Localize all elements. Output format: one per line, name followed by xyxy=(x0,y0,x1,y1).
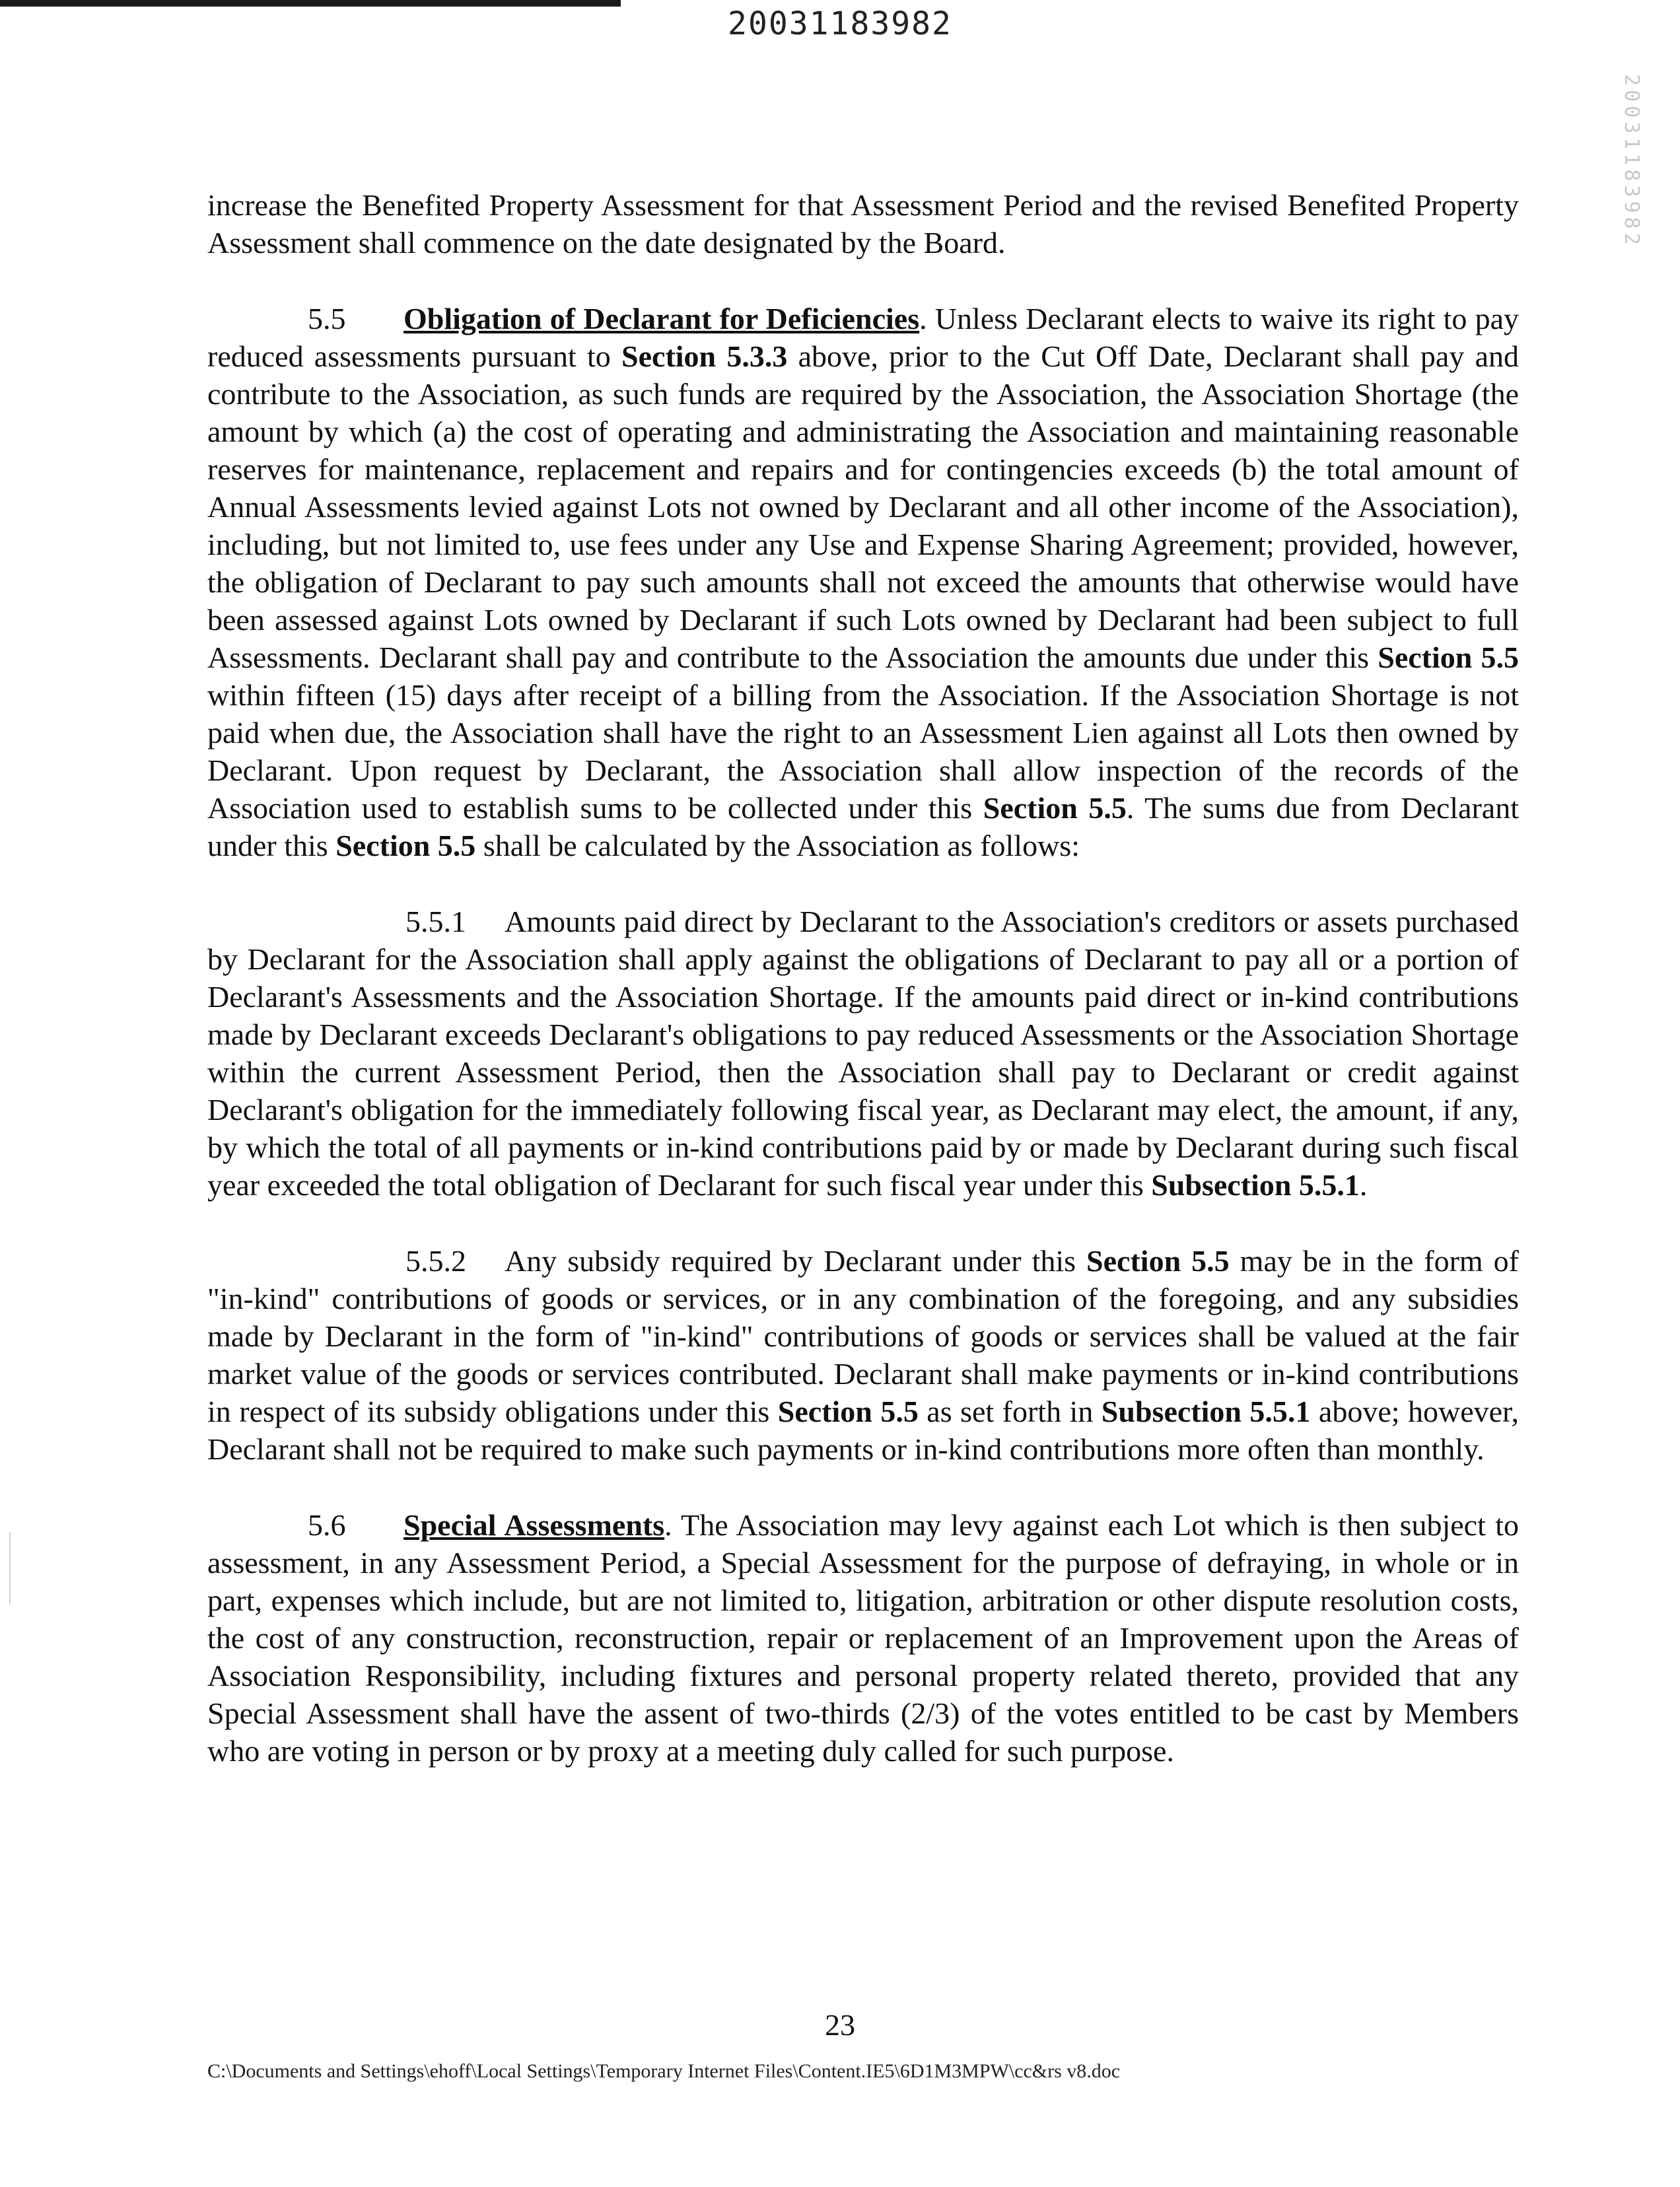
body-text: above; however, Declarant shall not be required to make such payments or in-kind contributions more often than monthly. xyxy=(207,1395,1520,1466)
cross-reference: Subsection 5.5.1 xyxy=(1101,1395,1311,1428)
document-number: 20031183982 xyxy=(728,5,952,42)
body-text: as set forth in xyxy=(918,1395,1102,1428)
page-number: 23 xyxy=(825,2008,855,2042)
subsection-number: 5.5.2 xyxy=(405,1244,466,1278)
section-number: 5.5 xyxy=(308,302,346,335)
subsection-number: 5.5.1 xyxy=(405,905,466,938)
paragraph-gap xyxy=(207,261,1519,300)
body-text: . The sums due from Declarant under this xyxy=(207,791,1519,862)
section-heading: Special Assessments xyxy=(403,1508,665,1542)
cross-reference: Subsection 5.5.1 xyxy=(1151,1168,1360,1202)
scan-artifact xyxy=(9,1532,11,1605)
body-text: shall be calculated by the Association as follows: xyxy=(475,829,1080,862)
cross-reference: Section 5.5 xyxy=(983,791,1127,825)
body-text: . The Association may levy against each Lot which is then subject to assessment, in any Assessment Period, a Special Assessment for the purpose of defraying, in whole or in part, expenses which include, but are not limited to, litigation, arbitration or other dispute resolution costs, the cost of any construction, reconstruction, repair or replacement of an Improvement upon the Areas of Association Responsibility, including fixtures and personal property related thereto, provided that any Special Assessment shall have the assent of two-thirds (2/3) of the votes entitled to be cast by Members who are voting in person or by proxy at a meeting duly called for such purpose. xyxy=(207,1508,1519,1768)
body-text: Any subsidy required by Declarant under this xyxy=(505,1244,1087,1278)
section-5-5-paragraph xyxy=(207,300,1519,864)
body-text: Amounts paid direct by Declarant to the Association's creditors or assets purchased by Declarant for the Association shall apply against the obligations of Declarant to pay all or a portion of Declarant's Assessments and the Association Shortage. If the amounts paid direct or in-kind contributions made by Declarant exceeds Declarant's obligations to pay reduced Assessments or the Association Shortage within the current Assessment Period, then the Association shall pay to Declarant or credit against Declarant's obligation for the immediately following fiscal year, as Declarant may elect, the amount, if any, by which the total of all payments or in-kind contributions paid by or made by Declarant during such fiscal year exceeded the total obligation of Declarant for such fiscal year under this xyxy=(207,905,1519,1202)
body-text: . Unless Declarant elects to waive its right to pay reduced assessments pursuant to xyxy=(207,302,1519,373)
cross-reference: Section 5.5 xyxy=(1086,1244,1230,1278)
subsection-5-5-1-paragraph xyxy=(207,903,1519,1204)
section-number: 5.6 xyxy=(308,1508,346,1542)
continuation-paragraph: increase the Benefited Property Assessment for that Assessment Period and the revised Benefited Property Assessment shall commence on the date designated by the Board. xyxy=(207,188,1519,260)
body-text: above, prior to the Cut Off Date, Declarant shall pay and contribute to the Association, as such funds are required by the Association, the Association Shortage (the amount by which (a) the cost of operating and administrating the Association and maintaining reasonable reserves for maintenance, replacement and repairs and for contingencies exceeds (b) the total amount of Annual Assessments levied against Lots not owned by Declarant and all other income of the Association), including, but not limited to, use fees under any Use and Expense Sharing Agreement; provided, however, the obligation of Declarant to pay such amounts shall not exceed the amounts that otherwise would have been assessed against Lots owned by Declarant if such Lots owned by Declarant had been subject to full Assessments. Declarant shall pay and contribute to the Association the amounts due under this xyxy=(207,339,1519,674)
subsection-5-5-2-paragraph xyxy=(207,1242,1519,1468)
margin-stamp: 20031183982 xyxy=(1620,74,1643,249)
paragraph-gap xyxy=(207,1468,1519,1506)
section-5-6-paragraph xyxy=(207,1506,1519,1770)
section-heading: Obligation of Declarant for Deficiencies xyxy=(403,302,920,335)
footer-file-path: C:\Documents and Settings\ehoff\Local Settings\Temporary Internet Files\Content.IE5\6D1M3MPW\cc&rs v8.doc xyxy=(207,2060,1121,2082)
body-text: within fifteen (15) days after receipt of a billing from the Association. If the Association Shortage is not paid when due, the Association shall have the right to an Assessment Lien against all Lots then owned by Declarant. Upon request by Declarant, the Association shall allow inspection of the records of the Association used to establish sums to be collected under this xyxy=(207,678,1519,825)
paragraph-gap xyxy=(207,1204,1519,1242)
paragraph-gap xyxy=(207,864,1519,903)
cross-reference: Section 5.5 xyxy=(777,1395,919,1428)
cross-reference: Section 5.5 xyxy=(335,829,476,862)
body-text: may be in the form of "in-kind" contributions of goods or services, or in any combination of the foregoing, and any subsidies made by Declarant in the form of "in-kind" contributions of goods or services shall be valued at the fair market value of the goods or services contributed. Declarant shall make payments or in-kind contributions in respect of its subsidy obligations under this xyxy=(207,1244,1519,1428)
cross-reference: Section 5.3.3 xyxy=(621,339,788,373)
body-text: . xyxy=(1359,1168,1368,1202)
cross-reference: Section 5.5 xyxy=(1378,641,1519,674)
document-body xyxy=(207,186,1519,1770)
